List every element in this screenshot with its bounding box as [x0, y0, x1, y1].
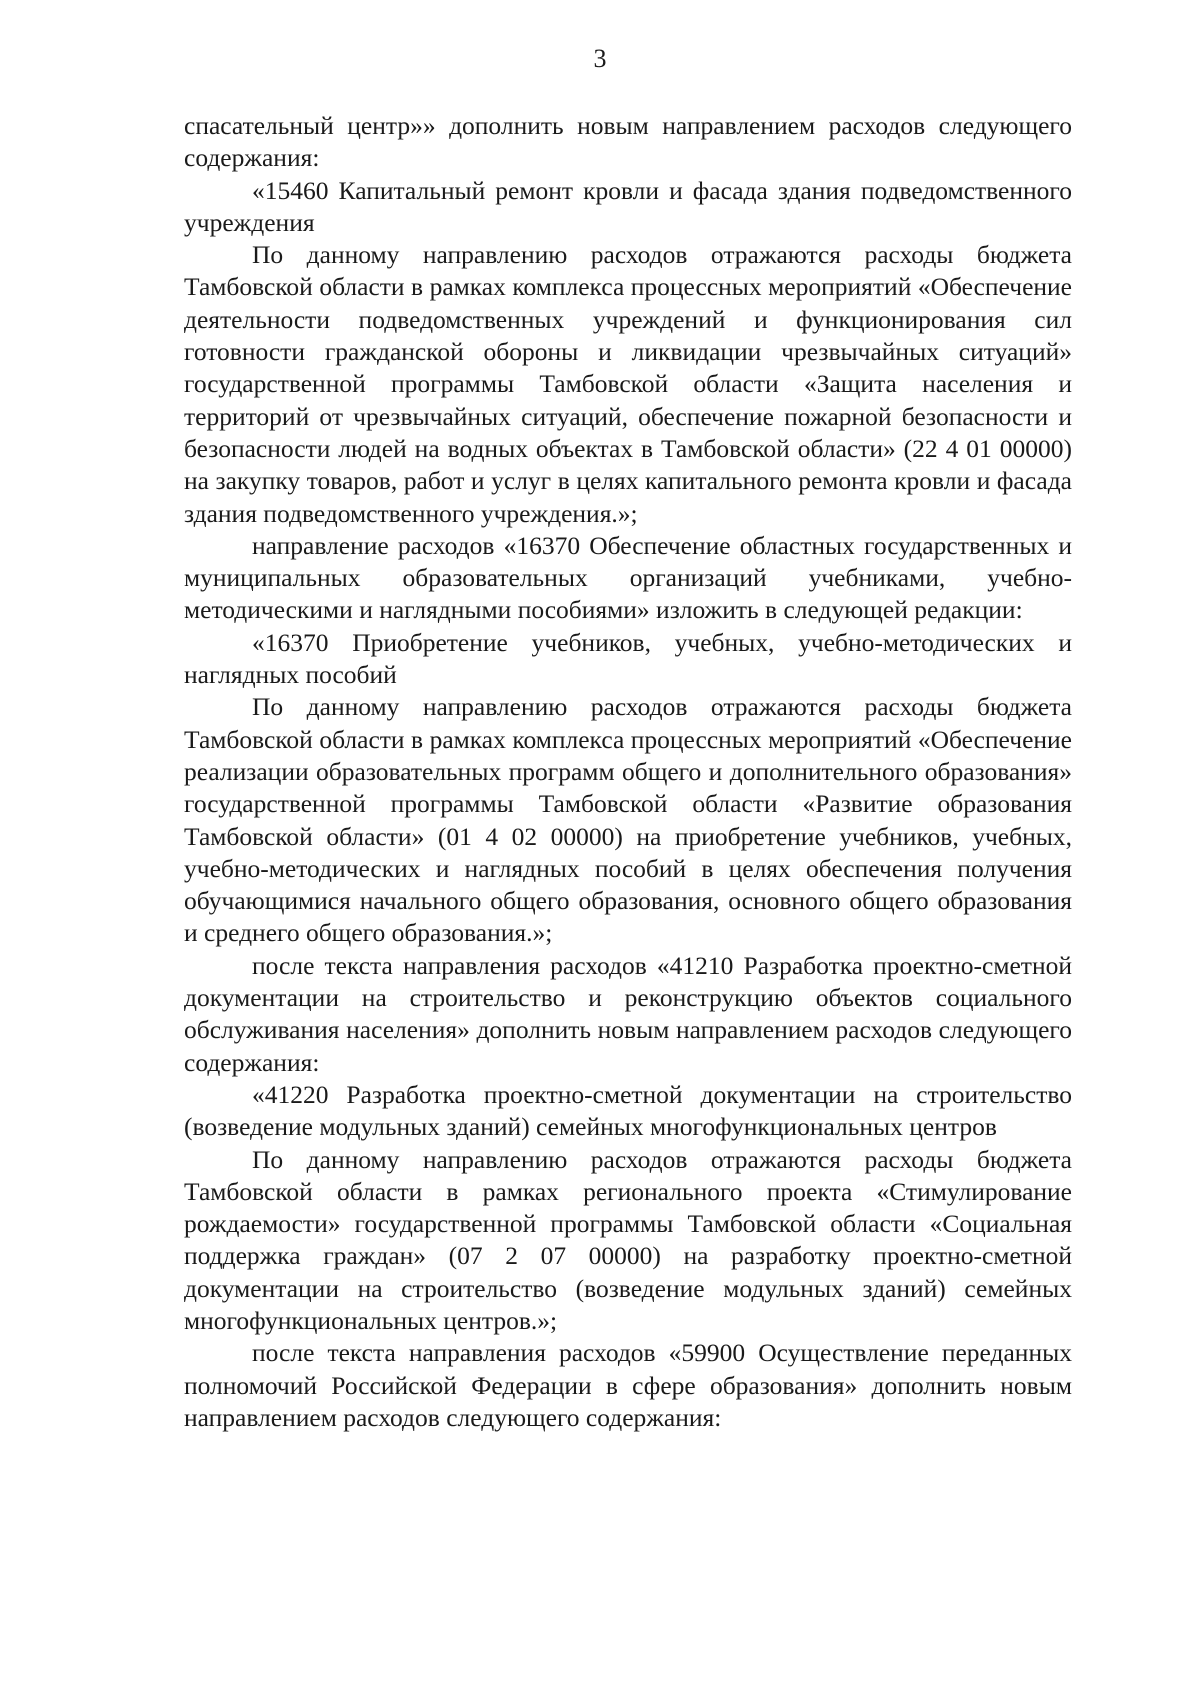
document-body — [184, 110, 1072, 1434]
paragraph-continuation: спасательный центр»» дополнить новым направлением расходов следующего содержания: — [184, 111, 1072, 173]
paragraph-amend-59900: после текста направления расходов «59900 Осуществление переданных полномочий Российской Федерации в сфере образования» дополнить новым направлением расходов следующего содержания: — [184, 1338, 1072, 1432]
paragraph-description-16370: По данному направлению расходов отражаются расходы бюджета Тамбовской области в рамках комплекса процессных мероприятий «Обеспечение реализации образовательных программ общего и дополнительного образования» государственной программы Тамбовской области «Развитие образования Тамбовской области» (01 4 02 00000) на приобретение учебников, учебных, учебно-методических и наглядных пособий в целях обеспечения получения обучающимися начального общего образования, основного общего образования и среднего общего образования.»; — [184, 692, 1072, 948]
paragraph-new-item-41220: «41220 Разработка проектно-сметной документации на строительство (возведение модульных зданий) семейных многофункциональных центров — [184, 1079, 1072, 1142]
paragraph-amend-16370: направление расходов «16370 Обеспечение областных государственных и муниципальных образовательных организаций учебниками, учебно-методическими и наглядными пособиями» изложить в следующей редакции: — [184, 530, 1072, 625]
paragraph-new-item-15460: «15460 Капитальный ремонт кровли и фасада здания подведомственного учреждения — [184, 175, 1072, 237]
paragraph-description-15460: По данному направлению расходов отражаются расходы бюджета Тамбовской области в рамках комплекса процессных мероприятий «Обеспечение деятельности подведомственных учреждений и функционирования сил готовности гражданской обороны и ликвидации чрезвычайных ситуаций» государственной программы Тамбовской области «Защита населения и территорий от чрезвычайных ситуаций, обеспечение пожарной безопасности и безопасности людей на водных объектах в Тамбовской области» (22 4 01 00000) на закупку товаров, работ и услуг в целях капитального ремонта кровли и фасада здания подведомственного учреждения.»; — [184, 240, 1072, 528]
paragraph-new-item-16370: «16370 Приобретение учебников, учебных, учебно-методических и наглядных пособий — [184, 627, 1072, 690]
paragraph-amend-41210: после текста направления расходов «41210 Разработка проектно-сметной документации на строительство и реконструкцию объектов социального обслуживания населения» дополнить новым направлением расходов следующего содержания: — [184, 950, 1072, 1077]
paragraph-description-41220: По данному направлению расходов отражаются расходы бюджета Тамбовской области в рамках регионального проекта «Стимулирование рождаемости» государственной программы Тамбовской области «Социальная поддержка граждан» (07 2 07 00000) на разработку проектно-сметной документации на строительство (возведение модульных зданий) семейных многофункциональных центров.»; — [184, 1144, 1072, 1335]
page-number: 3 — [593, 44, 607, 73]
